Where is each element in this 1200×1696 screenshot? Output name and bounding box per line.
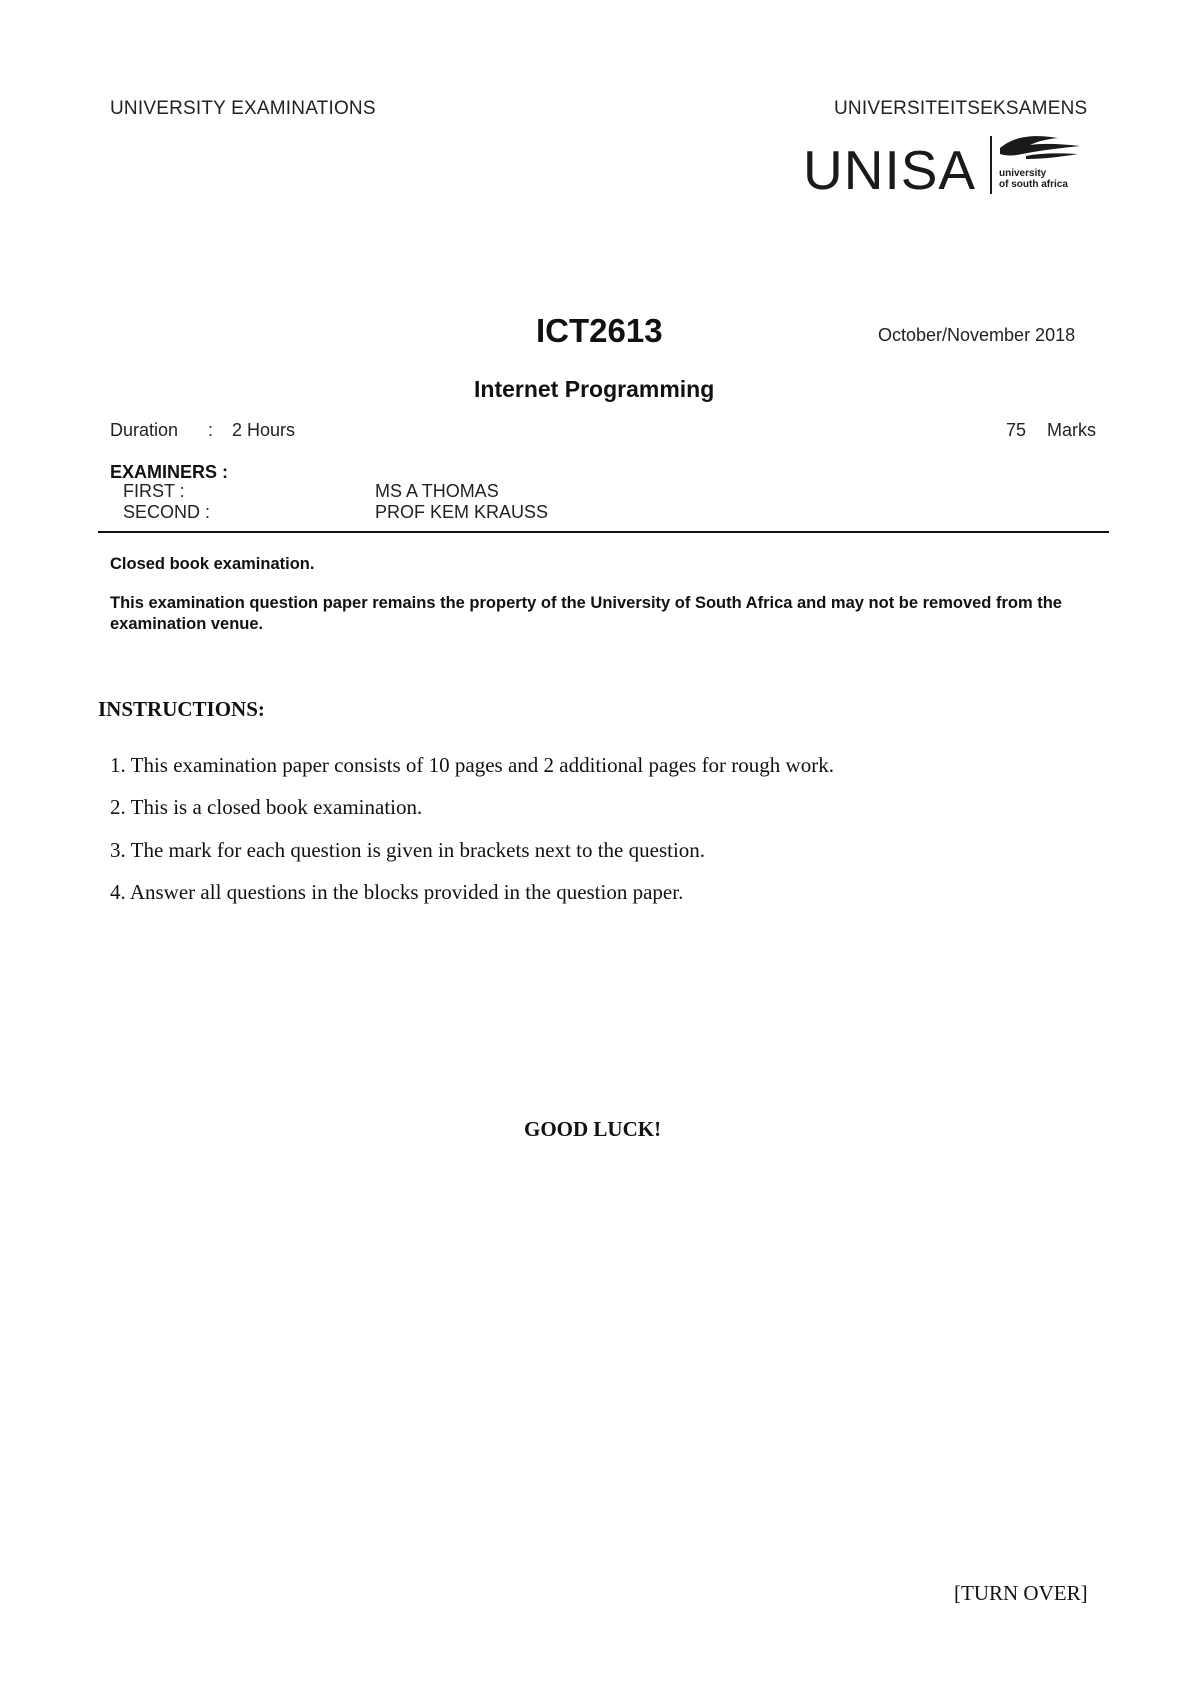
first-examiner-label: FIRST :	[123, 481, 185, 501]
property-notice: This examination question paper remains the property of the University of South Africa and may not be removed from the examination venue.	[110, 594, 1062, 633]
second-examiner-label: SECOND :	[123, 502, 211, 522]
duration-separator: :	[208, 420, 214, 440]
course-code: ICT2613	[536, 312, 663, 349]
instructions-heading: INSTRUCTIONS:	[98, 697, 265, 721]
good-luck: GOOD LUCK!	[524, 1117, 662, 1141]
logo-divider	[990, 136, 992, 194]
logo-wordmark: UNISA	[803, 139, 977, 201]
first-examiner-name: MS A THOMAS	[375, 481, 499, 501]
closed-book-notice: Closed book examination.	[110, 555, 315, 573]
instruction-item: 1. This examination paper consists of 10 pages and 2 additional pages for rough work.	[110, 753, 834, 777]
course-title: Internet Programming	[474, 376, 715, 402]
duration-value: 2 Hours	[232, 420, 296, 440]
examiners-heading: EXAMINERS :	[110, 462, 229, 482]
marks-label: Marks	[1047, 420, 1096, 440]
exam-session: October/November 2018	[878, 325, 1076, 345]
instruction-item: 3. The mark for each question is given in brackets next to the question.	[110, 838, 706, 862]
header-left-label: UNIVERSITY EXAMINATIONS	[110, 98, 376, 119]
instruction-item: 2. This is a closed book examination.	[110, 795, 423, 819]
turn-over: [TURN OVER]	[954, 1581, 1088, 1605]
instruction-item: 4. Answer all questions in the blocks provided in the question paper.	[110, 880, 684, 904]
duration-label: Duration	[110, 420, 179, 440]
marks-value: 75	[1006, 420, 1027, 440]
unisa-logo-icon	[996, 132, 1082, 164]
header-divider	[98, 531, 1109, 533]
header-right-label: UNIVERSITEITSEKSAMENS	[834, 98, 1088, 119]
second-examiner-name: PROF KEM KRAUSS	[375, 502, 549, 522]
logo-subtitle-line1: university	[999, 168, 1047, 179]
logo-subtitle-line2: of south africa	[999, 179, 1068, 190]
logo-subtitle	[999, 168, 1089, 190]
